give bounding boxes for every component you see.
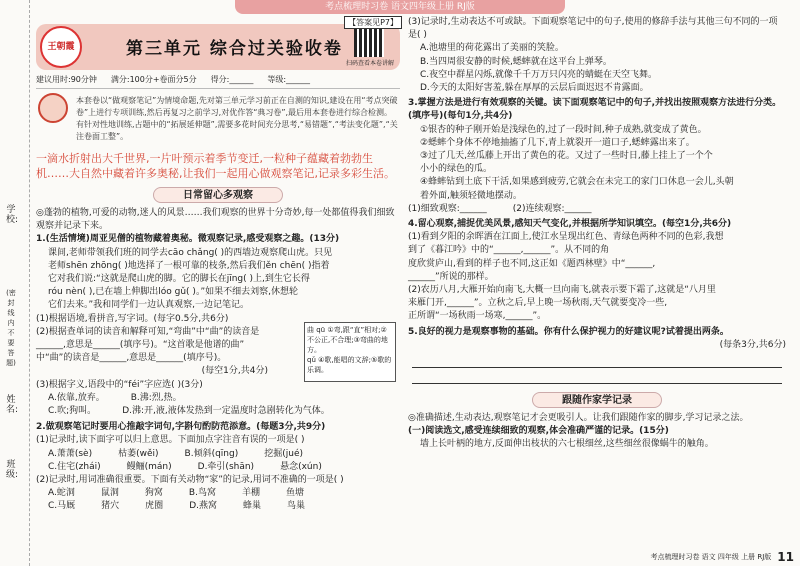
q1-sub2-b[interactable]: ______,意思是______(填序号)。“这首歌是他谱的曲” — [36, 340, 245, 351]
q3-item: ②蟋蟀个身体不停地抽搐了几下,青上就裂开一道口子,蟋蟀露出来了。 — [420, 137, 695, 148]
option-b[interactable]: B.鸟窝 — [188, 488, 216, 499]
q1-title: 1.(生活情境)周亚见僧的植物藏着奥秘。微观察记录,感受观察之趣。(13分) — [36, 234, 340, 245]
option-text: 鱼塘 — [285, 488, 304, 499]
q2-sub3-options — [408, 42, 786, 95]
answer-blank[interactable]: (1)细致观察:______ — [408, 203, 487, 214]
option-text: 挖掘(jué) — [264, 448, 303, 459]
q1-sub1: (1)根据语境,看拼音,写字词。(每字0.5分,共6分) — [36, 313, 229, 324]
option-text: 猪穴 — [101, 501, 120, 512]
q2-sub2-options-2 — [36, 500, 400, 513]
q4-item[interactable]: 正所谓“一场秋雨一场寒,______”。 — [408, 311, 547, 322]
meta-gain: 得分:______ — [210, 75, 254, 84]
qr-caption: 扫码查看本卷讲解 — [346, 60, 395, 67]
dictionary-box — [304, 322, 396, 382]
section-header-2: 跟随作家学记录 — [532, 392, 662, 408]
option-a[interactable]: A.池塘里的荷花露出了美丽的笑脸。 — [420, 43, 564, 54]
q4-item[interactable]: 度欣赏庐山,看到的样子也不同,这正如《题西林壁》中“______, — [408, 258, 656, 269]
q1-line: 老师shēn zhōng( )地选择了一根可靠的枝条,然后我们ěn chēn( )指着 — [48, 260, 330, 271]
q1-sub3: (3)根据字义,语段中的“féi”字应选( )(3分) — [36, 379, 203, 390]
margin-school-label: 学校: — [6, 205, 19, 225]
option-c[interactable]: C.马厩 — [48, 501, 76, 512]
section-header-1: 日常留心多观察 — [153, 187, 283, 203]
q2-title: 2.做观察笔记时要用心推敲字词句,字斟句酌防范添意。(每题3分,共9分) — [36, 422, 326, 433]
binding-margin — [0, 0, 30, 566]
section2-lead: ◎准确描述,生动表达,观察笔记才会更吸引人。让我们跟随作家的脚步,学习记录之法。 — [408, 413, 749, 424]
section1-lead: ◎蓬勃的植物,可爱的动物,迷人的风景……我们观察的世界十分奇妙,每一处都值得我们细致观察并记录下来。 — [36, 208, 395, 232]
q2-sub2-options — [36, 487, 400, 500]
q4-item[interactable]: 来雁门开,______”。立秋之后,早上晚一场秋雨,天气就要变冷一些, — [408, 298, 668, 309]
option-a[interactable]: A.萧萧(sè) — [48, 448, 93, 459]
option-a[interactable]: A.蛇洞 — [48, 488, 75, 499]
option-text: 鼠洞 — [100, 488, 119, 499]
q2-sub1-options-2 — [36, 461, 400, 474]
q1-sub2-score: (每空1分,共4分) — [201, 366, 268, 377]
q5-score: (每条3分,共6分) — [719, 339, 786, 350]
q3-items — [408, 124, 786, 203]
option-a[interactable]: A.依靠,放弃。 — [48, 392, 105, 403]
q2-sub1-options — [36, 448, 400, 461]
title-header — [36, 18, 400, 70]
option-c[interactable]: C.吹;狗叫。 — [48, 406, 97, 417]
margin-seal-note: (密封线内不要答题) — [6, 289, 16, 367]
option-text: 狗窝 — [144, 488, 163, 499]
option-text: 羊棚 — [241, 488, 260, 499]
answer-tag: 【答案见P7】 — [344, 16, 402, 29]
q6-title: (一)阅读选文,感受连续细致的观察,体会准确严谨的记录。(15分) — [408, 426, 669, 437]
q1-sub3-options-2 — [36, 405, 400, 418]
option-d[interactable]: D.燕窝 — [189, 501, 217, 512]
q1-passage — [36, 247, 400, 313]
meta-time: 建议用时:90分钟 — [36, 75, 97, 84]
option-c[interactable]: C.住宅(zhái) — [48, 461, 101, 472]
option-text: 枯萎(wěi) — [118, 448, 159, 459]
intro-note — [76, 95, 400, 143]
q1-sub2-c[interactable]: 中“曲”的读音是______,意思是______(填序号)。 — [36, 353, 227, 364]
q1-sub2-a: (2)根据查单词的读音和解释可知,“弯曲”中“曲”的读音是 — [36, 326, 260, 337]
option-c[interactable]: C.夜空中群星闪烁,就像千千万万只闪亮的蜻蜓在天空飞舞。 — [420, 69, 658, 80]
option-d[interactable]: D.牵引(shān) — [197, 461, 255, 472]
option-text: 悬念(xún) — [280, 461, 322, 472]
q3-item: ④蜂蟀钻到土底下干活,如果感到疲劳,它就会在未完工的家门口休息一会儿,头朝 — [420, 177, 734, 188]
teacher-avatar-icon — [38, 93, 68, 123]
q3-item: ③过了几天,丝瓜藤上开出了黄色的花。又过了一些时日,藤上挂上了一个个 — [420, 151, 713, 162]
q2-sub2: (2)记录时,用词准确很重要。下面有关动物“家”的记录,用词不准确的一项是( ) — [36, 475, 344, 486]
margin-class-label: 班级: — [6, 460, 19, 480]
option-b[interactable]: B.当四周很安静的时候,蟋蟀就在这平台上弹琴。 — [420, 56, 612, 67]
meta-score: 满分:100分+卷面分5分 — [110, 75, 197, 84]
option-b[interactable]: B.沸:烈,热。 — [130, 392, 182, 403]
top-banner: 考点梳理时习卷 语文四年级上册 RJ版 — [235, 0, 565, 14]
footer-text: 考点梳理时习卷 语文 四年级 上册 RJ版 — [650, 553, 772, 561]
answer-blank[interactable]: (2)连续观察:______ — [512, 203, 592, 214]
right-column — [408, 16, 786, 561]
option-text: 蜂巢 — [242, 501, 261, 512]
answer-line[interactable] — [412, 368, 782, 384]
page-footer — [650, 550, 794, 564]
q1-line: 它们去来。”我和同学们一边认真观察,一边记笔记。 — [48, 300, 250, 311]
option-text: 鳗鲡(mán) — [126, 461, 172, 472]
q3-item: 着外面,触须轻微地摆动。 — [420, 190, 522, 201]
q1-line: 它对我们说:“这就是爬山虎的脚。它的脚长在jīng( )上,到生它长得 — [48, 274, 310, 285]
q4-item[interactable]: ______”所说的那样。 — [408, 271, 494, 282]
option-d[interactable]: D.今天的太阳好害羞,躲在厚厚的云层后面迟迟不肯露面。 — [420, 83, 649, 94]
q1-sub3-options — [36, 392, 400, 405]
q1-line: 课间,老师带领我们班的同学去cāo chǎng( )的西墙边观察爬山虎。只见 — [48, 247, 333, 258]
left-column — [36, 16, 400, 561]
q6-passage: 墙上长叶柄的地方,反面伸出枝状的六七根细丝,这些细丝很像蜗牛的触角。 — [420, 439, 714, 450]
qr-code-icon[interactable] — [354, 27, 384, 57]
q3-item: 小小的绿色的瓜。 — [420, 164, 493, 175]
meta-grade: 等级:______ — [267, 75, 311, 84]
q3-item: ①银杏的种子刚开始是浅绿色的,过了一段时间,种子成熟,就变成了黄色。 — [420, 124, 707, 135]
answer-line[interactable] — [412, 352, 782, 368]
dictionary-entry: 曲 qū ①弯,跟“直”相对;②不公正,不合理;③弯曲的地方。 — [307, 326, 388, 354]
option-text: 虎圈 — [145, 501, 164, 512]
q4-title: 4.留心观察,捕捉优美风景,感知天气变化,并根据所学知识填空。(每空1分,共6分) — [408, 219, 732, 230]
q4-item[interactable]: 到了《暮江吟》中的“______,______”。从不同的角 — [408, 245, 610, 256]
page-number: 11 — [777, 550, 794, 564]
q3-answers — [408, 203, 786, 216]
q4-item: (1)看到夕阳的余晖洒在江面上,使江水呈现出红色、青绿色两种不同的色彩,我想 — [408, 232, 724, 243]
margin-name-label: 姓名: — [6, 395, 19, 415]
option-text: 鸟巢 — [287, 501, 306, 512]
q1-line: róu nèn( ),已在墙上伸脚出lóo gǔ( )。”如果不细去刘察,休想轮 — [48, 287, 298, 298]
option-b[interactable]: B.倾斜(qīng) — [184, 448, 239, 459]
q4-item: (2)农历八月,大雁开始向南飞,大概一旦向南飞,就表示要下霜了,这就是“八月里 — [408, 285, 716, 296]
intro-text: 本套卷以“做观察笔记”为情境命题,先对第三单元学习前正在自测的知识,建设在用“考点突破卷”上进行专项训练,然后再复习之前学习,对优作答“典习卷”,最后用本套卷进行综合检测。有针对性地训练,占题中的“拓展延伸题”,需要多花时间充分思考,“易错题”,“考法变化题”,“关注卷面工整”。 — [76, 96, 398, 141]
intro-quote: 一滴水折射出大千世界,一片叶预示着季节变迁,一粒种子蕴藏着勃勃生机……大自然中藏着许多奥秘,让我们一起用心做观察笔记,记录多彩生活。 — [36, 152, 395, 180]
q2-sub3: (3)记录时,生动表达不可或缺。下面观察笔记中的句子,使用的修辞手法与其他三句不同的一项是( ) — [408, 17, 778, 41]
page-title: 第三单元 综合过关验收卷 — [126, 39, 343, 59]
q3-title: 3.掌握方法是进行有效观察的关键。读下面观察笔记中的句子,并找出按照观察方法进行分类。(填序号)(每句1分,共4分) — [408, 98, 782, 122]
q2-sub1: (1)记录时,读下面字可以归上意思。下面加点字注音有误的一项是( ) — [36, 435, 305, 446]
option-d[interactable]: D.沸:开,液,液体发热到一定温度时急剧转化为气体。 — [122, 406, 330, 417]
q5-title: 5.良好的视力是观察事物的基础。你有什么保护视力的好建议呢?试着提出两条。 — [408, 326, 729, 337]
q1-sub2 — [36, 326, 268, 379]
q4-items — [408, 231, 786, 323]
brand-logo: 王朝霞 — [40, 26, 82, 68]
dictionary-entry: qǔ ④歌,能唱的文辞;⑤歌的乐调。 — [307, 356, 392, 374]
exam-meta — [36, 74, 400, 89]
